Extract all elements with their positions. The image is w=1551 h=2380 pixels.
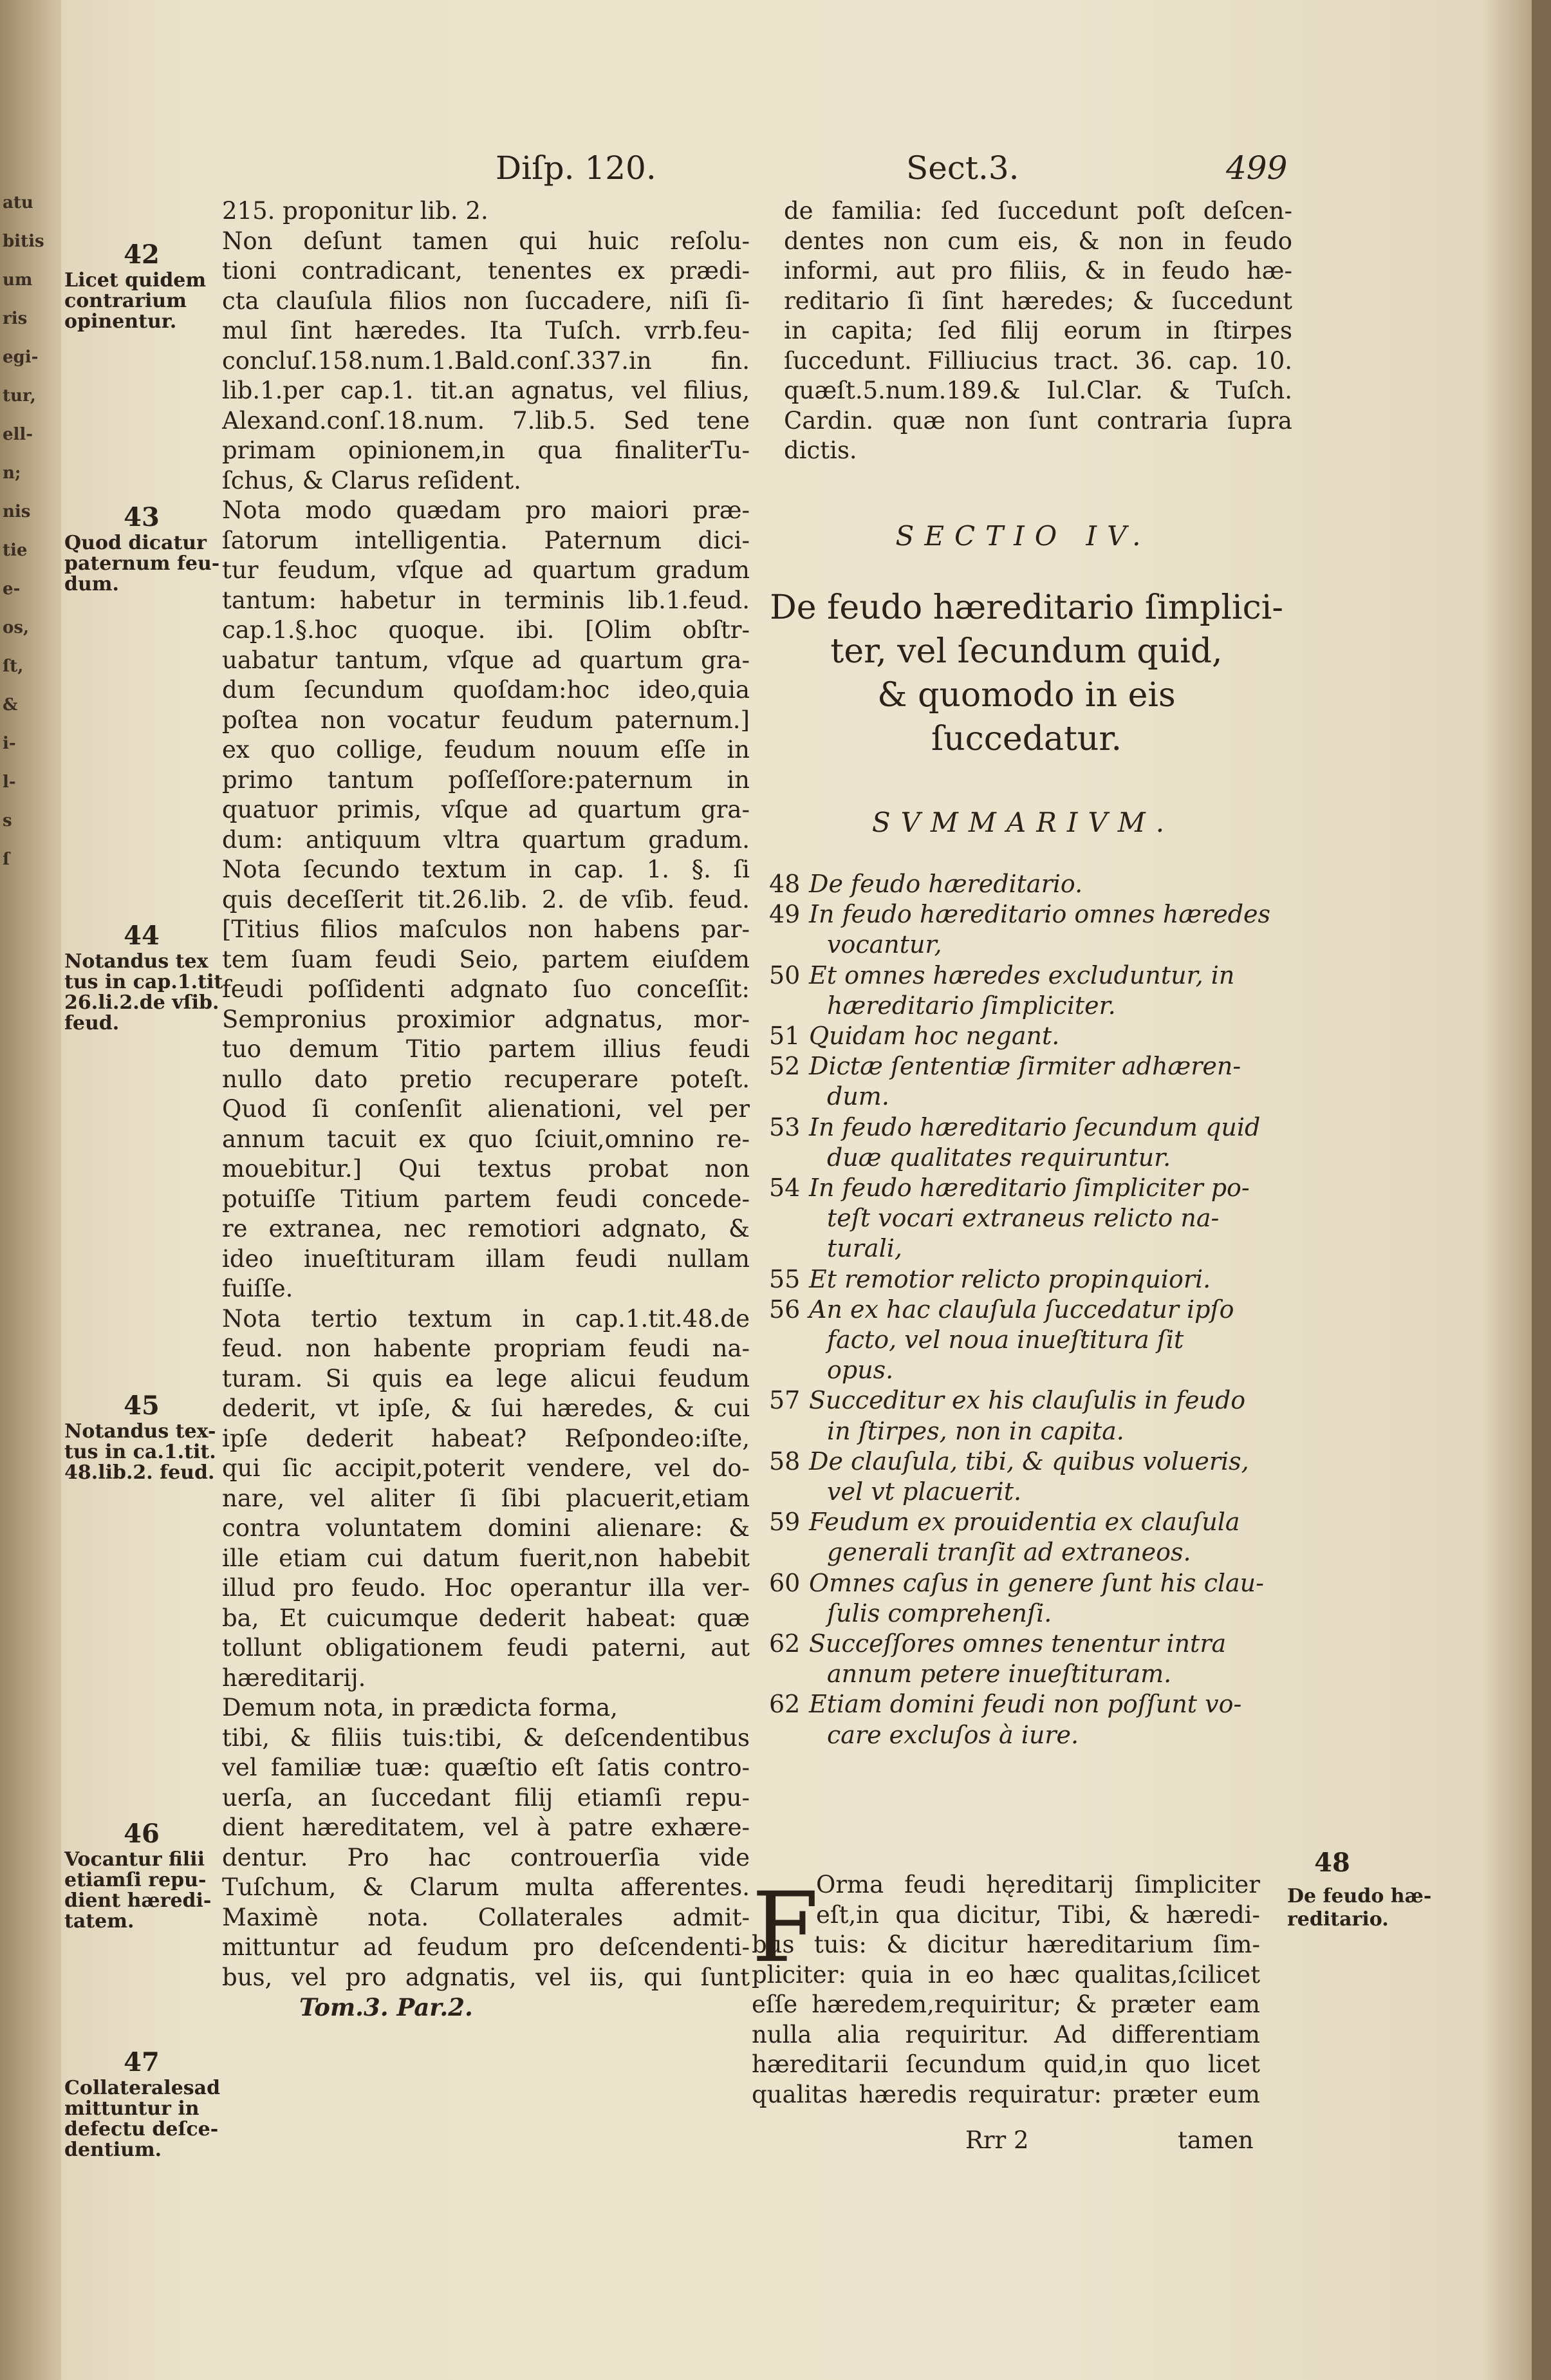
previous-page-fragment: tur, xyxy=(3,386,36,406)
summary-item-text: Quidam hoc negant. xyxy=(809,1022,1060,1051)
text-line: fuiſſe. xyxy=(222,1275,293,1302)
intro-line: Orma feudi hęreditarij ſimpliciter xyxy=(816,1871,1260,1898)
margin-note-line: paternum feu- xyxy=(64,552,220,575)
summary-item-number: 58 xyxy=(769,1447,801,1476)
summary-item-text: Succeditur ex his clauſulis in feudo xyxy=(809,1386,1246,1415)
summary-item xyxy=(769,1295,1284,1325)
summary-item-number: 50 xyxy=(769,960,801,989)
margin-note-line: tus in cap.1.tit xyxy=(64,971,223,993)
margin-note xyxy=(64,1850,225,1932)
right-margin-note xyxy=(1287,1885,1431,1931)
text-line: nare, vel aliter ſi ſibi placuerit,etiam xyxy=(222,1484,750,1512)
text-line: bus, vel pro adgnatis, vel iis, qui ſunt xyxy=(222,1963,750,1991)
summary-item xyxy=(769,1568,1284,1598)
text-line: Maximè nota. Collaterales admit- xyxy=(222,1903,750,1931)
text-line: tibi, & filiis tuis:tibi, & deſcendentibus xyxy=(222,1723,750,1752)
text-line: uerſa, an ſuccedant filij etiamſi repu- xyxy=(222,1783,750,1812)
summary-item-number: 55 xyxy=(769,1264,801,1293)
summary-item-number: 57 xyxy=(769,1386,801,1415)
text-line: feud. non habente propriam feudi na- xyxy=(222,1335,750,1362)
text-line: potuiſſe Titium partem feudi concede- xyxy=(222,1185,750,1213)
text-line: re extranea, nec remotiori adgnato, & xyxy=(222,1215,750,1242)
previous-page-fragment: l- xyxy=(3,773,16,792)
summary-item xyxy=(769,1689,1284,1719)
margin-note-number: 42 xyxy=(124,239,160,270)
text-line: Alexand.conſ.18.num. 7.lib.5. Sed tene xyxy=(222,406,750,435)
previous-page-fragment: i- xyxy=(3,734,16,753)
text-line: tuo demum Titio partem illius feudi xyxy=(222,1035,750,1063)
summary-item-number: 56 xyxy=(769,1295,801,1324)
margin-note-line: opinentur. xyxy=(64,310,177,333)
text-line: tem ſuam feudi Seio, partem eiuſdem xyxy=(222,945,750,973)
text-line: quæſt.5.num.189.& Iul.Clar. & Tuſch. xyxy=(784,377,1292,404)
previous-page-fragment: ſt, xyxy=(3,657,24,676)
summary-item xyxy=(769,1112,1284,1143)
summary-item-continuation: dum. xyxy=(827,1082,889,1111)
previous-page-fragment: egi- xyxy=(3,348,39,367)
text-line: [Titius filios maſculos non habens par- xyxy=(222,915,750,943)
intro-line: qualitas hæredis requiratur: præter eum xyxy=(752,2080,1260,2108)
previous-page-fragment: n; xyxy=(3,464,21,483)
summary-item-text: In feudo hæreditario ſecundum quid xyxy=(809,1112,1261,1141)
text-line: tioni contradicant, tenentes ex prædi- xyxy=(222,257,750,285)
text-line: dient hæreditatem, vel à patre exhære- xyxy=(222,1813,750,1841)
margin-note-line: etiamſi repu- xyxy=(64,1869,207,1891)
margin-note-number: 46 xyxy=(124,1819,160,1849)
summary-item-number: 49 xyxy=(769,900,801,929)
summary-item-text: In feudo hæreditario ſimpliciter po- xyxy=(809,1174,1250,1203)
section-title-line: ſuccedatur. xyxy=(931,720,1122,758)
previous-page-fragment: & xyxy=(3,695,18,715)
text-line: cta clauſula filios non ſuccadere, niſi ſi- xyxy=(222,286,750,315)
signature-mark: Rrr 2 xyxy=(965,2126,1029,2154)
text-line: ille etiam cui datum fuerit,non habebit xyxy=(222,1544,750,1572)
drop-cap: F xyxy=(752,1872,819,1984)
summary-item xyxy=(769,869,1284,899)
text-line: hæreditarij. xyxy=(222,1663,366,1692)
section-title-line: ter, vel ſecundum quid, xyxy=(830,632,1223,671)
text-line: qui ſic accipit,poterit vendere, vel do- xyxy=(222,1454,750,1482)
summary-item-continuation: turali, xyxy=(827,1234,902,1263)
text-line: dentur. Pro hac controuerſia vide xyxy=(222,1843,750,1871)
text-line: dum: antiquum vltra quartum gradum. xyxy=(222,825,750,854)
summary-item-text: Feudum ex prouidentia ex clauſula xyxy=(809,1508,1240,1537)
summary-item-text: Et remotior relicto propinquiori. xyxy=(809,1264,1211,1293)
text-line: Non deſunt tamen qui huic reſolu- xyxy=(222,227,750,255)
text-line: cap.1.§.hoc quoque. ibi. [Olim obſtr- xyxy=(222,616,750,644)
margin-note-line: Vocantur filii xyxy=(64,1848,205,1871)
margin-note-line: dum. xyxy=(64,573,119,595)
summary-item xyxy=(769,1173,1284,1203)
text-line: Demum nota, in prædicta forma, xyxy=(222,1694,618,1721)
intro-line: nulla alia requiritur. Ad differentiam xyxy=(752,2020,1260,2048)
text-line: feudi poſſidenti adgnato ſuo conceſſit: xyxy=(222,975,750,1003)
summary-item xyxy=(769,1264,1284,1295)
left-column-text xyxy=(222,196,750,2023)
margin-note-line: mittuntur in xyxy=(64,2097,200,2120)
section-title-line: De feudo hæreditario ſimplici- xyxy=(770,588,1283,627)
summary-item-number: 59 xyxy=(769,1508,801,1537)
summary-item xyxy=(769,960,1284,991)
previous-page-fragment: ell- xyxy=(3,425,33,444)
text-line: primo tantum poſſeſſore:paternum in xyxy=(222,765,750,794)
text-line: dederit, vt ipſe, & ſui hæredes, & cui xyxy=(222,1394,750,1422)
previous-page-fragment: ris xyxy=(3,309,28,328)
margin-note-line: tus in ca.1.tit. xyxy=(64,1441,216,1463)
catchword: tamen xyxy=(1178,2126,1254,2154)
header-section: Sect.3. xyxy=(906,149,1019,187)
summary-list xyxy=(769,869,1284,1750)
summary-item-continuation: duæ qualitates requiruntur. xyxy=(827,1143,1171,1172)
summary-item-text: Dictæ ſententiæ ſirmiter adhæren- xyxy=(809,1052,1241,1081)
previous-page-fragment: um xyxy=(3,270,33,290)
margin-note xyxy=(64,951,225,1034)
text-line: mul ſint hæredes. Ita Tuſch. vrrb.feu- xyxy=(222,317,750,344)
summary-item-text: Et omnes hæredes excluduntur, in xyxy=(809,960,1235,989)
summary-item xyxy=(769,1385,1284,1416)
summary-item-number: 60 xyxy=(769,1568,801,1597)
margin-note-line: defectu deſce- xyxy=(64,2118,219,2141)
summary-item-text: De clauſula, tibi, & quibus volueris, xyxy=(809,1447,1249,1476)
text-line: quatuor primis, vſque ad quartum gra- xyxy=(222,796,750,823)
previous-page-fragment: e- xyxy=(3,579,21,599)
previous-page-fragment: nis xyxy=(3,502,31,521)
text-line: informi, aut pro filiis, & in feudo hæ- xyxy=(784,257,1292,285)
summary-item-continuation: care excluſos à iure. xyxy=(827,1720,1079,1749)
margin-note-number: 47 xyxy=(124,2047,160,2077)
text-line: in capita; ſed filij eorum in ſtirpes xyxy=(784,317,1292,344)
text-line: ex quo collige, feudum nouum eſſe in xyxy=(222,736,750,764)
text-line: primam opinionem,in qua finaliterTu- xyxy=(222,436,750,464)
summary-item-continuation: teſt vocari extraneus relicto na- xyxy=(827,1204,1220,1233)
text-line: ſatorum intelligentia. Paternum dici- xyxy=(222,526,750,554)
margin-note-line: 48.lib.2. feud. xyxy=(64,1461,215,1484)
margin-note-line: Quod dicatur xyxy=(64,532,207,554)
book-edge xyxy=(1532,0,1551,2380)
right-column-text xyxy=(784,196,1292,466)
summary-item-continuation: generali tranſit ad extraneos. xyxy=(827,1538,1191,1567)
text-line: ſchus, & Clarus reſident. xyxy=(222,466,521,494)
summary-item-continuation: ſulis comprehenſi. xyxy=(827,1598,1052,1627)
margin-note xyxy=(64,270,225,332)
previous-page-fragment: atu xyxy=(3,193,33,212)
summary-item-continuation: hæreditario ſimpliciter. xyxy=(827,991,1116,1020)
margin-note-line: Licet quidem xyxy=(64,269,207,292)
margin-note-line: contrarium xyxy=(64,290,187,312)
text-line: dum ſecundum quoſdam:hoc ideo,quia xyxy=(222,676,750,704)
text-line: mouebitur.] Qui textus probat non xyxy=(222,1155,750,1183)
header-disputation: Diſp. 120. xyxy=(496,149,656,187)
text-line: uabatur tantum, vſque ad quartum gra- xyxy=(222,646,750,674)
margin-note-line: Collateralesad xyxy=(64,2077,221,2099)
summary-item xyxy=(769,1629,1284,1659)
text-line: ideo inueſtituram illam feudi nullam xyxy=(222,1244,750,1273)
intro-line: hæreditarii ſecundum quid,in quo licet xyxy=(752,2050,1260,2078)
text-line: Quod ſi conſenſit alienationi, vel per xyxy=(222,1095,750,1123)
margin-note-number: 44 xyxy=(124,921,160,951)
summary-item-text: An ex hac clauſula ſuccedatur ipſo xyxy=(809,1295,1234,1324)
text-line: tur feudum, vſque ad quartum gradum xyxy=(222,556,750,584)
text-line: 215. proponitur lib. 2. xyxy=(222,197,488,225)
intro-line: bus tuis: & dicitur hæreditarium ſim- xyxy=(752,1931,1260,1958)
summary-item-continuation: in ſtirpes, non in capita. xyxy=(827,1416,1124,1445)
text-line: illud pro feudo. Hoc operantur illa ver- xyxy=(222,1574,750,1602)
summary-item-text: Etiam domini feudi non poſſunt vo- xyxy=(809,1690,1242,1719)
text-line: lib.1.per cap.1. tit.an agnatus, vel filius, xyxy=(222,377,750,404)
summary-item xyxy=(769,1447,1284,1477)
text-line: ipſe dederit habeat? Reſpondeo:iſte, xyxy=(222,1424,750,1452)
text-line: turam. Si quis ea lege alicui feudum xyxy=(222,1364,750,1392)
text-line: de familia: ſed ſuccedunt poſt deſcen- xyxy=(784,197,1292,225)
text-line: Nota tertio textum in cap.1.tit.48.de xyxy=(222,1304,750,1333)
text-line: Sempronius proximior adgnatus, mor- xyxy=(222,1005,750,1033)
summary-item-text: In feudo hæreditario omnes hæredes xyxy=(809,900,1271,929)
text-line: Nota modo quædam pro maiori præ- xyxy=(222,496,750,524)
margin-note-line: De feudo hæ- xyxy=(1287,1885,1432,1907)
margin-note-line: dient hæredi- xyxy=(64,1889,212,1912)
text-line: tollunt obligationem feudi paterni, aut xyxy=(222,1634,750,1662)
previous-page-fragment: bitis xyxy=(3,232,44,251)
text-line: vel familiæ tuæ: quæſtio eſt ſatis contro- xyxy=(222,1754,750,1781)
summary-item-text: De feudo hæreditario. xyxy=(809,870,1083,898)
text-line: Tom.3. Par.2. xyxy=(299,1993,473,2021)
text-line: annum tacuit ex quo ſciuit,omnino re- xyxy=(222,1125,750,1153)
summary-item-number: 54 xyxy=(769,1174,801,1203)
summary-item-continuation: annum petere inueſtituram. xyxy=(827,1660,1172,1689)
margin-note-line: Notandus tex- xyxy=(64,1420,216,1443)
section-heading: SECTIO IV. xyxy=(895,520,1151,552)
summary-item-text: Succeſſores omnes tenentur intra xyxy=(809,1629,1227,1658)
page-number: 499 xyxy=(1226,149,1288,187)
summary-item xyxy=(769,1507,1284,1537)
summary-item-continuation: facto, vel noua inueſtitura ſit xyxy=(827,1326,1184,1354)
intro-line: eſt,in qua dicitur, Tibi, & hæredi- xyxy=(816,1900,1260,1929)
previous-page-edge xyxy=(0,0,61,2380)
previous-page-fragment: os, xyxy=(3,618,30,637)
text-line: ba, Et cuicumque dederit habeat: quæ xyxy=(222,1604,750,1632)
summary-item xyxy=(769,899,1284,930)
text-line: dentes non cum eis, & non in feudo xyxy=(784,227,1292,255)
intro-paragraph xyxy=(752,1870,1260,2110)
intro-line: pliciter: quia in eo hæc qualitas,ſcilicet xyxy=(752,1960,1260,1989)
section-title xyxy=(769,586,1284,761)
text-line: mittuntur ad feudum pro deſcendenti- xyxy=(222,1933,750,1961)
text-line: reditario ſi ſint hæredes; & ſuccedunt xyxy=(784,286,1292,315)
margin-note xyxy=(64,2078,225,2160)
text-line: concluſ.158.num.1.Bald.conſ.337.in fin. xyxy=(222,346,750,375)
text-line: quis deceſſerit tit.26.lib. 2. de vſib. feud. xyxy=(222,885,750,914)
margin-note-line: 26.li.2.de vſib. xyxy=(64,991,219,1014)
previous-page-fragment: ſ xyxy=(3,850,10,869)
right-margin-number: 48 xyxy=(1314,1848,1350,1878)
text-line: nullo dato pretio recuperare poteſt. xyxy=(222,1065,750,1093)
section-title-line: & quomodo in eis xyxy=(877,676,1176,715)
text-line: Nota ſecundo textum in cap. 1. §. ſi xyxy=(222,856,750,883)
previous-page-fragment: tie xyxy=(3,541,28,560)
summary-item-number: 52 xyxy=(769,1052,801,1081)
summary-item-number: 62 xyxy=(769,1690,801,1719)
summary-item xyxy=(769,1051,1284,1082)
intro-line: eſſe hæredem,requiritur; & præter eam xyxy=(752,1991,1260,2018)
text-line: tantum: habetur in terminis lib.1.feud. xyxy=(222,586,750,614)
summary-item-number: 53 xyxy=(769,1112,801,1141)
margin-note xyxy=(64,1421,225,1483)
margin-note-line: reditario. xyxy=(1287,1908,1389,1931)
summary-item xyxy=(769,1021,1284,1051)
text-line: contra voluntatem domini alienare: & xyxy=(222,1514,750,1542)
previous-page-fragment: s xyxy=(3,811,12,830)
text-line: Cardin. quæ non ſunt contraria ſupra xyxy=(784,406,1292,435)
summary-item-continuation: vocantur, xyxy=(827,930,942,959)
margin-note xyxy=(64,533,225,595)
summary-item-number: 51 xyxy=(769,1022,801,1051)
margin-note-number: 45 xyxy=(124,1391,160,1421)
margin-note-line: feud. xyxy=(64,1012,120,1035)
text-line: Tuſchum, & Clarum multa afferentes. xyxy=(222,1873,750,1901)
summary-item-number: 62 xyxy=(769,1629,801,1658)
margin-note-line: dentium. xyxy=(64,2139,162,2161)
text-line: poſtea non vocatur feudum paternum.] xyxy=(222,706,750,734)
text-line: ſuccedunt. Filliucius tract. 36. cap. 10. xyxy=(784,346,1292,375)
margin-note-number: 43 xyxy=(124,502,160,532)
text-line: dictis. xyxy=(784,436,857,464)
summary-item-text: Omnes caſus in genere ſunt his clau- xyxy=(809,1568,1264,1597)
margin-note-line: tatem. xyxy=(64,1910,135,1933)
summary-item-continuation: vel vt placuerit. xyxy=(827,1477,1022,1506)
margin-note-line: Notandus tex xyxy=(64,950,209,973)
summary-item-continuation: opus. xyxy=(827,1356,894,1385)
summary-heading: SVMMARIVM. xyxy=(871,807,1175,838)
summary-item-number: 48 xyxy=(769,870,801,898)
